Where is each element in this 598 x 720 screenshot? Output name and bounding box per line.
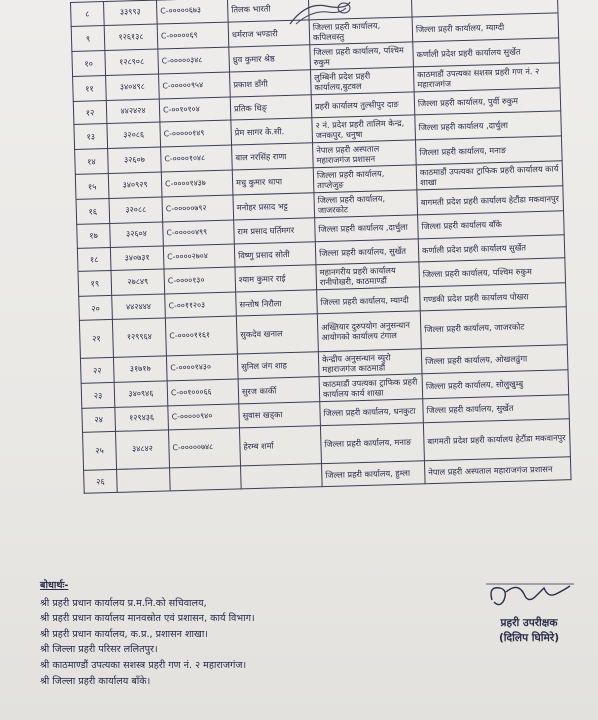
symbol-number-cell: ३४८४२ xyxy=(115,429,169,468)
cc-line: श्री प्रहरी प्रधान कार्यालय, क.प्र., प्रशासन शाखा। xyxy=(40,628,208,640)
new-office-cell: जिल्ला प्रहरी कार्यालय, मनाङ xyxy=(415,136,562,165)
serial-cell: २६ xyxy=(84,469,118,494)
current-office-cell: नेपाल प्रहरी अस्पताल महाराजगंज प्रशासन xyxy=(313,140,417,168)
employee-code-cell: C-०००००४९९ xyxy=(163,220,235,246)
new-office-cell: बागमती प्रदेश प्रहरी कार्यालय हेटौंडा मकवानपुर xyxy=(423,418,570,460)
symbol-number-cell: १२८९०८ xyxy=(105,49,159,75)
new-office-cell: जिल्ला प्रहरी कार्यालय, सोलुखुम्बु xyxy=(422,370,569,399)
serial-cell: १८ xyxy=(77,247,111,272)
current-office-cell: जिल्ला प्रहरी कार्यालय, मनाङ xyxy=(320,422,424,463)
current-office-cell: जिल्ला प्रहरी कार्यालय, जाजरकोट xyxy=(314,190,418,218)
employee-name-cell: सुरज कार्की xyxy=(238,377,320,404)
employee-name-cell: श्याम कुमार राई xyxy=(235,265,317,292)
employee-name-cell: बाल नरसिंह राणा xyxy=(232,143,314,170)
serial-cell: २० xyxy=(79,296,113,321)
employee-code-cell: C-०००००९४० xyxy=(168,404,240,430)
cc-line: श्री प्रहरी प्रधान कार्यालय मानवस्रोत एवं प्रशासन, कार्य विभाग। xyxy=(40,613,255,625)
symbol-number-cell: ३२०८६ xyxy=(107,122,161,148)
serial-cell: १० xyxy=(72,50,106,76)
employee-code-cell: C-००१०१०४ xyxy=(159,97,231,123)
serial-cell: २२ xyxy=(80,357,114,383)
employee-code-cell: C-००००११६१ xyxy=(165,316,237,356)
employee-code-cell: C-०००००३४८ xyxy=(158,47,230,74)
new-office-cell: नेपाल प्रहरी अस्पताल महाराजगंज प्रशासन xyxy=(424,456,571,484)
symbol-number-cell: २७८४९ xyxy=(111,269,165,295)
current-office-cell: जिल्ला प्रहरी कार्यालय, हुम्ला xyxy=(321,460,425,486)
current-office-cell: जिल्ला प्रहरी कार्यालय, कपिलवस्तु xyxy=(309,17,413,45)
serial-cell: १५ xyxy=(75,174,109,200)
signatory-designation: प्रहरी उपरीक्षक xyxy=(500,617,558,629)
symbol-number-cell: ४४२४२४ xyxy=(106,99,160,124)
current-office-cell: लुम्बिनी प्रदेश प्रहरी कार्यालय,बुटवल xyxy=(310,67,414,95)
employee-name-cell: मधु कुमार थापा xyxy=(232,168,314,195)
employee-name-cell: प्रकाश डाँगी xyxy=(230,69,312,96)
current-office-cell: जिल्ला प्रहरी कार्यालय, धनकुटा xyxy=(320,399,424,425)
new-office-cell: जिल्ला प्रहरी कार्यालय ,दार्चुला xyxy=(415,111,562,140)
employee-name-cell: सुकदेव खनाल xyxy=(236,314,318,354)
employee-code-cell: C-०००००७४८ xyxy=(168,427,240,467)
employee-code-cell: C-००००१४३७ xyxy=(161,170,233,197)
cc-line: श्री जिल्ला प्रहरी परिसर ललितपुर। xyxy=(40,644,158,656)
new-office-cell: काठमाडौं उपत्यका ट्राफिक प्रहरी कार्यालय कार्य शाखा xyxy=(416,161,563,190)
employee-name-cell: विष्णु प्रसाद सोती xyxy=(234,242,316,268)
symbol-number-cell: ३१७१७ xyxy=(113,356,167,382)
new-office-cell: बागमती प्रदेश प्रहरी कार्यालय हेटौंडा मकवानपुर xyxy=(417,186,564,215)
employee-name-cell: धर्मराज भण्डारी xyxy=(228,19,310,46)
serial-cell: १४ xyxy=(75,149,109,175)
cc-section xyxy=(40,578,420,689)
current-office-cell: जिल्ला प्रहरी कार्यालय, पश्चिम रुकुम xyxy=(310,42,414,70)
new-office-cell: जिल्ला प्रहरी कार्यालय, सुर्खेत xyxy=(423,395,570,423)
symbol-number-cell: ४४२४४४ xyxy=(112,294,166,319)
signatory-name: (दिलिप घिमिरे) xyxy=(498,632,560,644)
employee-code-cell: C-०००००९५४ xyxy=(159,72,231,99)
serial-cell: १३ xyxy=(74,124,108,150)
transfer-table xyxy=(70,0,572,494)
current-office-cell: प्रहरी कार्यालय तुल्सीपुर दाङ xyxy=(311,92,415,118)
serial-cell: १९ xyxy=(78,271,112,297)
symbol-number-cell: ३२६०४ xyxy=(110,222,164,247)
employee-code-cell xyxy=(170,465,242,491)
employee-code-cell: C-००००१४३० xyxy=(166,354,238,381)
employee-name-cell: ध्रुव कुमार श्रेष्ठ xyxy=(229,44,311,71)
employee-name-cell: सुनिल जंग शाह xyxy=(237,352,319,379)
symbol-number-cell: १२९९६४ xyxy=(112,318,166,357)
employee-code-cell: C-००१०००६६ xyxy=(167,379,239,406)
current-office-cell: अख्तियार दुरुपयोग अनुसन्धान आयोगको कार्यालय टंगाल xyxy=(317,311,421,352)
new-office-cell: गण्डकी प्रदेश प्रहरी कार्यालय पोखरा xyxy=(420,283,567,311)
employee-name-cell: मनोहर प्रसाद भट्ट xyxy=(233,193,315,220)
employee-code-cell: C-०००००७९२ xyxy=(162,195,234,222)
symbol-number-cell: ३२६०७ xyxy=(108,147,162,173)
employee-name-cell: हेरम्ब शर्मा xyxy=(239,425,321,465)
handwritten-signature-icon xyxy=(474,578,584,612)
employee-name-cell: प्रतिक थिङ् xyxy=(230,94,312,120)
employee-name-cell: प्रेम सागर के.सी. xyxy=(231,118,313,145)
cc-line: श्री प्रहरी प्रधान कार्यालय प्र.म.नि.को सचिवालय, xyxy=(40,597,207,609)
new-office-cell: जिल्ला प्रहरी कार्यालय, म्याग्दी xyxy=(412,12,559,41)
current-office-cell: जिल्ला प्रहरी कार्यालय, म्याग्दी xyxy=(317,287,421,313)
current-office-cell: काठमाडौं उपत्यका ट्राफिक प्रहरी कार्यालय कार्य शाखा xyxy=(319,374,423,402)
new-office-cell: कर्णाली प्रदेश प्रहरी कार्यालय सुर्खेत xyxy=(418,235,565,263)
current-office-cell: जिल्ला प्रहरी कार्यालय, ताप्लेजुङ xyxy=(313,165,417,193)
current-office-cell: जिल्ला प्रहरी कार्यालय, सुर्खेत xyxy=(315,239,419,265)
symbol-number-cell: ३४०९२९ xyxy=(108,172,162,198)
serial-cell: २१ xyxy=(79,319,113,358)
signature-block xyxy=(474,578,584,646)
symbol-number-cell: ३४०४९८ xyxy=(106,74,160,100)
employee-code-cell: C-०००००१४९ xyxy=(160,120,232,147)
new-office-cell: जिल्ला प्रहरी कार्यालय, पश्चिम रुकुम xyxy=(419,258,566,287)
new-office-cell: जिल्ला प्रहरी कार्यालय बाँके xyxy=(418,211,565,239)
symbol-number-cell: ३३९९३ xyxy=(104,0,158,25)
employee-code-cell: C-०००००६९ xyxy=(157,22,229,49)
employee-code-cell: C-००००१०४८ xyxy=(161,145,233,172)
new-office-cell: जिल्ला प्रहरी कार्यालय, पुर्वी रुकुम xyxy=(414,87,561,115)
serial-cell: ८ xyxy=(71,2,105,27)
serial-cell: १२ xyxy=(73,100,107,125)
cc-line: श्री काठमाण्डौं उपत्यका सशस्त्र प्रहरी गण नं. २ महाराजगंज। xyxy=(40,659,247,671)
new-office-cell: कर्णाली प्रदेश प्रहरी कार्यालय सुर्खेत xyxy=(413,37,560,66)
symbol-number-cell: ३४०९४६ xyxy=(114,381,168,407)
symbol-number-cell: ३४०७३१ xyxy=(110,246,164,271)
current-office-cell: जिल्ला प्रहरी कार्यालय ,दार्चुला xyxy=(315,215,419,241)
new-office-cell: जिल्ला प्रहरी कार्यालय, ओखलढुंगा xyxy=(421,345,568,374)
serial-cell: २३ xyxy=(81,382,115,408)
cc-line: श्री जिल्ला प्रहरी कार्यालय बाँके। xyxy=(40,675,151,687)
employee-code-cell: C-००००१३० xyxy=(164,267,236,294)
employee-code-cell: C-०००००६७३ xyxy=(156,0,228,24)
serial-cell: २४ xyxy=(82,407,116,432)
employee-name-cell: सन्तोष निरौला xyxy=(236,290,318,316)
cc-heading: बोधार्थः- xyxy=(40,580,69,591)
serial-cell: १६ xyxy=(76,199,110,225)
employee-name-cell: राम प्रसाद घर्तिमगर xyxy=(234,218,316,244)
symbol-number-cell xyxy=(117,467,171,492)
new-office-cell: जिल्ला प्रहरी कार्यालय, जाजरकोट xyxy=(420,307,567,349)
symbol-number-cell: १२६१३८ xyxy=(104,24,158,50)
employee-name-cell xyxy=(241,463,323,489)
employee-code-cell: C-००११२०३ xyxy=(165,292,237,318)
serial-cell: ११ xyxy=(73,75,107,101)
employee-name-cell: सुवास खड्का xyxy=(239,402,321,428)
serial-cell: २५ xyxy=(83,431,117,470)
employee-code-cell: C-००००२७०४ xyxy=(163,244,235,270)
new-office-cell: काठमाडौं उपत्यका सशस्त्र प्रहरी गण नं. २ महाराजगंज xyxy=(413,62,560,91)
symbol-number-cell: १२९४३६ xyxy=(115,406,169,431)
employee-name-cell: तिलक भारती xyxy=(227,0,309,22)
current-office-cell: २ नं. प्रदेश प्रहरी तालिम केन्द्र, जनकपुर, धनुषा xyxy=(312,115,416,143)
transfer-table-wrapper xyxy=(70,0,572,494)
serial-cell: ९ xyxy=(71,25,105,51)
serial-cell: १७ xyxy=(77,224,111,249)
symbol-number-cell: ३२०८८ xyxy=(109,197,163,223)
current-office-cell: केन्द्रीय अनुसन्धान ब्युरो महाराजगंज काठमाडौं xyxy=(318,349,422,377)
current-office-cell: महानगरीय प्रहरी कार्यालय रानीपोखरी, काठमाण्डौं xyxy=(316,262,420,290)
